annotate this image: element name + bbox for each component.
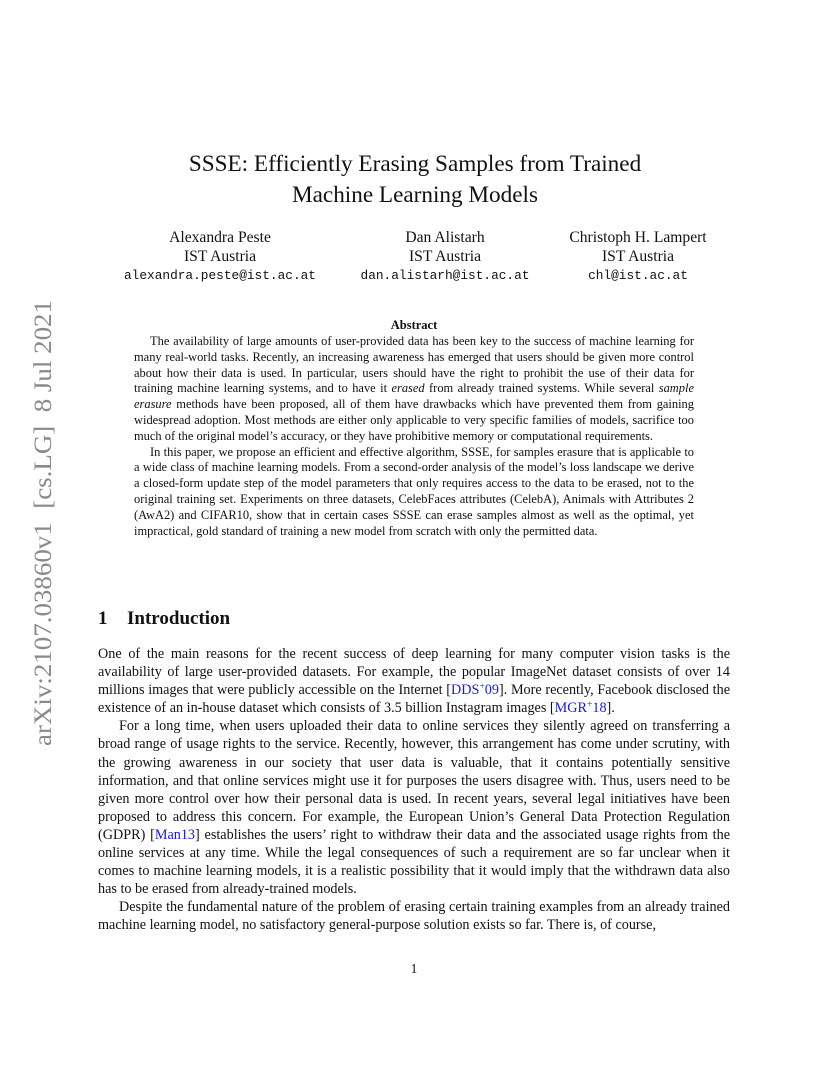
body-text: One of the main reasons for the recent success of deep learning for many computer vision tasks is the availability of large user-provided datasets. For example, the popular ImageNet dataset consists of over 14 millions images that were publicly accessible on the Internet [ xyxy=(98,646,730,699)
arxiv-stamp-text: arXiv:2107.03860v1 [cs.LG] 8 Jul 2021 xyxy=(30,332,57,746)
abstract-text: from already trained systems. While several xyxy=(424,381,659,396)
body-text: ]. More recently, Facebook disclosed the existence of an in-house dataset which consists of 3.5 billion Instagram images [ xyxy=(98,682,730,717)
abstract-emphasis: erased xyxy=(391,381,425,396)
author-2 xyxy=(352,228,538,286)
abstract-heading: Abstract xyxy=(390,318,438,332)
author-name: Dan Alistarh xyxy=(405,229,485,246)
arxiv-stamp xyxy=(23,300,59,750)
author-name: Alexandra Peste xyxy=(169,229,271,246)
abstract-text: The availability of large amounts of user-provided data has been key to the success of machine learning for many real-world tasks. Recently, an increasing awareness has emerged that users should be given more control about how their data is used. In particular, users should have the right to prohibit the use of their data for training machine learning systems, and to have it xyxy=(134,334,694,396)
author-3 xyxy=(558,228,718,286)
author-1 xyxy=(115,228,325,286)
abstract-paragraph-1 xyxy=(134,334,694,445)
section-number: 1 xyxy=(98,608,108,629)
author-affiliation: IST Austria xyxy=(601,248,675,265)
body-text: For a long time, when users uploaded their data to online services they silently agreed on transferring a broad range of usage rights to the service. Recently, however, this arrangement has come under scrutiny, with the growing awareness in our society that user data is valuable, that it contains potentially sensitive information, and that online services might use it for purposes the users disagree with. Thus, users need to be given more control over how their personal data is used. In recent years, several legal initiatives have been proposed to address this concern. For example, the European Union’s General Data Protection Regulation (GDPR) [ xyxy=(98,718,730,843)
author-email[interactable]: alexandra.peste@ist.ac.at xyxy=(124,268,316,283)
author-name: Christoph H. Lampert xyxy=(569,229,707,246)
citation-link[interactable]: DDS+09 xyxy=(451,682,499,699)
body-paragraph-2 xyxy=(98,717,730,898)
body-paragraph-1 xyxy=(98,645,730,717)
section-heading xyxy=(98,607,230,631)
abstract-body xyxy=(134,334,694,539)
abstract-paragraph-2: In this paper, we propose an efficient and effective algorithm, SSSE, for samples erasure that is applicable to a wide class of machine learning models. From a second-order analysis of the model’s loss landscape we derive a closed-form update step of the model parameters that only requires access to the data to be erased, not to the original training set. Experiments on three datasets, CelebFaces attributes (CelebA), Animals with Attributes 2 (AwA2) and CIFAR10, show that in certain cases SSSE can erase samples almost as well as the optimal, yet impractical, gold standard of training a new model from scratch with only the permitted data. xyxy=(134,444,694,538)
body-text: ]. xyxy=(606,700,615,717)
body-text: ] establishes the users’ right to withdraw their data and the associated usage rights from the online services at any time. While the legal consequences of such a requirement are so far unclear when it comes to machine learning models, it is a realistic possibility that it would imply that the withdrawn data also has to be erased from already-trained models. xyxy=(98,826,731,898)
author-email[interactable]: dan.alistarh@ist.ac.at xyxy=(360,268,530,283)
author-affiliation: IST Austria xyxy=(408,248,482,265)
author-affiliation: IST Austria xyxy=(183,248,257,265)
page-number: 1 xyxy=(410,961,418,976)
title-line-1: SSSE: Efficiently Erasing Samples from Trained xyxy=(188,151,642,177)
section-title: Introduction xyxy=(127,608,231,629)
body-paragraph-3: Despite the fundamental nature of the problem of erasing certain training examples from an already trained machine learning model, no satisfactory general-purpose solution exists so far. There is, of course, xyxy=(98,899,730,934)
citation-link[interactable]: MGR+18 xyxy=(554,700,607,717)
abstract-emphasis: sample erasure xyxy=(134,381,694,412)
section-body xyxy=(98,645,730,935)
title-line-2: Machine Learning Models xyxy=(292,182,538,208)
author-block xyxy=(0,228,828,288)
abstract-text: methods have been proposed, all of them have drawbacks which have prevented them from gaining widespread adoption. Most methods are either only applicable to very specific families of models, sacrifice too much of the original model’s accuracy, or they have prohibitive memory or computational requirements. xyxy=(134,397,694,443)
paper-title xyxy=(110,149,720,211)
author-email[interactable]: chl@ist.ac.at xyxy=(588,268,688,283)
citation-link[interactable]: Man13 xyxy=(154,826,196,843)
